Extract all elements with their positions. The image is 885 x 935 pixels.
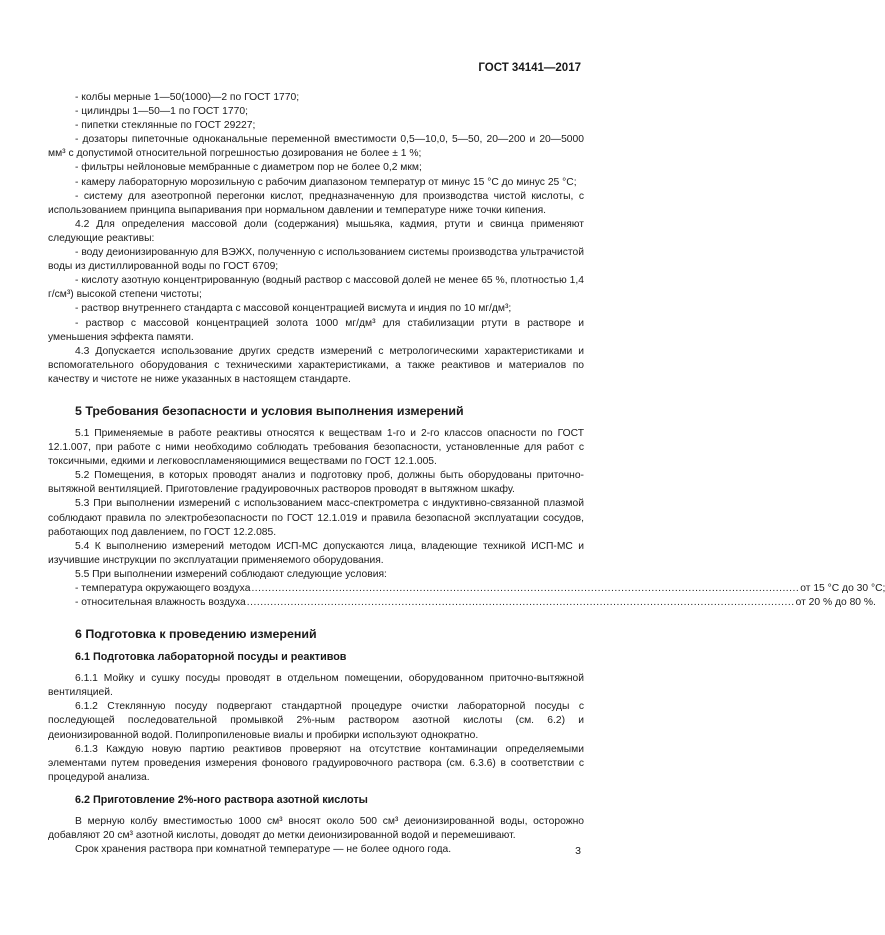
dot-leader: ................................................................................................................................................................... bbox=[246, 597, 795, 609]
list-item: - воду деионизированную для ВЭЖХ, полученную с использованием системы производства ультрачистой воды из дистиллированной воды по ГОСТ 6709; bbox=[48, 247, 584, 273]
clause-5-2: 5.2 Помещения, в которых проводят анализ и подготовку проб, должны быть оборудованы приточно-вытяжной вентиляцией. Приготовление градуировочных растворов проводят в вытяжном шкафу. bbox=[48, 470, 584, 496]
section-5-title: 5 Требования безопасности и условия выполнения измерений bbox=[75, 403, 464, 418]
clause-6-1-2: 6.1.2 Стеклянную посуду подвергают стандартной процедуре очистки лабораторной посуды с последующей последовательной промывкой 2%-ным раствором азотной кислоты (см. 6.2) и деионизированной водой. Полипропиленовые виалы и пробирки используют однократно. bbox=[48, 701, 584, 741]
clause-6-2-text: В мерную колбу вместимостью 1000 см³ вносят около 500 см³ деионизированной воды, осторожно добавляют 20 см³ азотной кислоты, доводят до метки деионизированной водой и перемешивают. bbox=[48, 815, 584, 842]
subsection-6-1-title: 6.1 Подготовка лабораторной посуды и реактивов bbox=[75, 651, 347, 664]
section-6-title: 6 Подготовка к проведению измерений bbox=[75, 627, 317, 642]
condition-humidity bbox=[48, 596, 876, 610]
page-number: 3 bbox=[575, 845, 581, 857]
list-item: - фильтры нейлоновые мембранные с диаметром пор не более 0,2 мкм; bbox=[75, 162, 422, 174]
clause-6-1-3: 6.1.3 Каждую новую партию реактивов проверяют на отсутствие контаминации определяемыми элементами путем проведения измерения фонового градуировочного раствора (см. 6.3.6) в соответствии с процедурой анализа. bbox=[48, 743, 584, 783]
list-item: - пипетки стеклянные по ГОСТ 29227; bbox=[75, 120, 256, 132]
clause-5-1: 5.1 Применяемые в работе реактивы относятся к веществам 1-го и 2-го классов опасности по ГОСТ 12.1.007, при работе с ними необходимо соблюдать требования безопасности, установленные для работ с токсичными, едкими и легковоспламеняющимися веществами по ГОСТ 12.1.005. bbox=[48, 427, 584, 468]
page-content bbox=[48, 91, 885, 857]
list-item: - раствор с массовой концентрацией золота 1000 мг/дм³ для стабилизации ртути в растворе и уменьшения эффекта памяти. bbox=[48, 317, 584, 343]
clause-5-3: 5.3 При выполнении измерений с использованием масс-спектрометра с индуктивно-связанной плазмой соблюдают правила по электробезопасности по ГОСТ 12.1.019 и правила безопасной эксплуатации сосудов, работающих под давлением, по ГОСТ 12.2.085. bbox=[48, 498, 584, 538]
clause-5-4: 5.4 К выполнению измерений методом ИСП-МС допускаются лица, владеющие техникой ИСП-МС и изучившие инструкции по эксплуатации применяемого оборудования. bbox=[48, 540, 584, 566]
clause-5-5: 5.5 При выполнении измерений соблюдают следующие условия: bbox=[75, 568, 387, 580]
list-item: - цилиндры 1—50—1 по ГОСТ 1770; bbox=[75, 106, 248, 118]
clause-6-1-1: 6.1.1 Мойку и сушку посуды проводят в отдельном помещении, оборудованном приточно-вытяжной вентиляцией. bbox=[48, 673, 584, 699]
condition-label: - относительная влажность воздуха bbox=[75, 597, 246, 609]
clause-4-2: 4.2 Для определения массовой доли (содержания) мышьяка, кадмия, ртути и свинца применяют следующие реактивы: bbox=[48, 218, 584, 244]
condition-value: от 15 °С до 30 °С; bbox=[800, 583, 885, 594]
list-item: - кислоту азотную концентрированную (водный раствор с массовой долей не менее 65 %, плотностью 1,4 г/см³) высокой степени чистоты; bbox=[48, 275, 584, 301]
list-item: - систему для азеотропной перегонки кислот, предназначенную для производства чистой кислоты, с использованием принципа выпаривания при нормальном давлении и температуре ниже точки кипения. bbox=[48, 190, 584, 216]
condition-label: - температура окружающего воздуха bbox=[75, 583, 251, 594]
condition-value: от 20 % до 80 %. bbox=[795, 597, 876, 609]
dot-leader: ................................................................................................................................................................... bbox=[251, 583, 800, 594]
standard-id-header: ГОСТ 34141—2017 bbox=[478, 62, 581, 74]
list-item: - дозаторы пипеточные одноканальные переменной вместимости 0,5—10,0, 5—50, 20—200 и 20—5000 мм³ с допустимой относительной погрешностью дозирования не более ± 1 %; bbox=[48, 134, 584, 160]
clause-6-2-storage: Срок хранения раствора при комнатной температуре — не более одного года. bbox=[75, 844, 452, 856]
clause-4-3: 4.3 Допускается использование других средств измерений с метрологическими характеристиками и вспомогательного оборудования с техническими характеристиками, а также реактивов и материалов по качеству и чистоте не ниже указанных в настоящем стандарте. bbox=[48, 345, 584, 385]
subsection-6-2-title: 6.2 Приготовление 2%-ного раствора азотной кислоты bbox=[75, 793, 368, 806]
list-item: - раствор внутреннего стандарта с массовой концентрацией висмута и индия по 10 мг/дм³; bbox=[75, 303, 512, 315]
list-item: - колбы мерные 1—50(1000)—2 по ГОСТ 1770; bbox=[75, 92, 300, 103]
condition-temperature bbox=[48, 582, 885, 596]
list-item: - камеру лабораторную морозильную с рабочим диапазоном температур от минус 15 °С до минус 25 °С; bbox=[75, 176, 577, 188]
